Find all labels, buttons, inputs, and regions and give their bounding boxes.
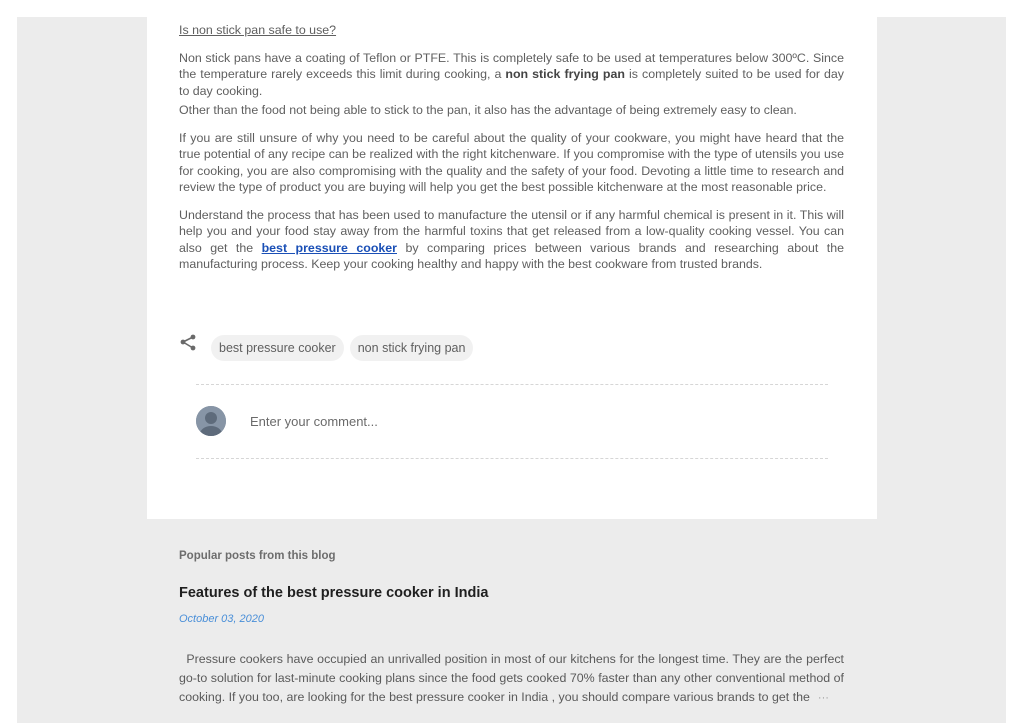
- bold-keyword: non stick frying pan: [505, 67, 625, 81]
- post-paragraph: If you are still unsure of why you need to be careful about the quality of your cookware, you might have heard that the true potential of any recipe can be realized with the right kitchenware. If you compromise with the type of utensils you use for cooking, you are also compromising with the quality and the safety of your food. Devoting a little time to research and review the type of product you are buying will help you get the best possible kitchenware at the most reasonable price.: [179, 130, 844, 194]
- popular-post-title[interactable]: Features of the best pressure cooker in India: [179, 585, 489, 601]
- post-paragraph: Understand the process that has been used to manufacture the utensil or if any harmful chemical is present in it. This will help you and your food stay away from the harmful toxins that get released from a low-quality cooking vessel. You can also get the best pressure cooker by comparing prices between various brands and researching about the manufacturing process. Keep your cooking healthy and happy with the best cookware from trusted brands.: [179, 207, 844, 271]
- popular-posts-heading: Popular posts from this blog: [179, 550, 336, 562]
- label-chip[interactable]: non stick frying pan: [350, 335, 474, 361]
- label-chip[interactable]: best pressure cooker: [211, 335, 344, 361]
- post-section-heading: Is non stick pan safe to use?: [179, 23, 337, 37]
- post-labels: [211, 335, 473, 361]
- post-paragraph: Non stick pans have a coating of Teflon or PTFE. This is completely safe to be used at temperatures below 300ºC. Since the temperature rarely exceeds this limit during cooking, a non stick frying pan is completely suited to be used for day to day cooking.: [179, 50, 845, 98]
- best-pressure-cooker-link[interactable]: best pressure cooker: [261, 240, 397, 255]
- post-paragraph: Other than the food not being able to stick to the pan, it also has the advantage of being extremely easy to clean.: [179, 103, 797, 117]
- post-body: [179, 22, 844, 273]
- comment-divider: [196, 384, 828, 385]
- popular-post-date[interactable]: October 03, 2020: [179, 613, 265, 625]
- read-more-ellipsis[interactable]: ···: [817, 692, 829, 704]
- share-icon[interactable]: [179, 333, 199, 353]
- popular-post-snippet: Pressure cookers have occupied an unrivalled position in most of our kitchens for the longest time. They are the perfect go-to solution for last-minute cooking plans since the food gets cooked 70% faster than any other conventional method of cooking. If you too, are looking for the best pressure cooker in India , you should compare various brands to get the ···: [179, 652, 848, 704]
- avatar-icon: [196, 406, 226, 436]
- comment-divider: [196, 458, 828, 459]
- comment-input[interactable]: [250, 412, 810, 430]
